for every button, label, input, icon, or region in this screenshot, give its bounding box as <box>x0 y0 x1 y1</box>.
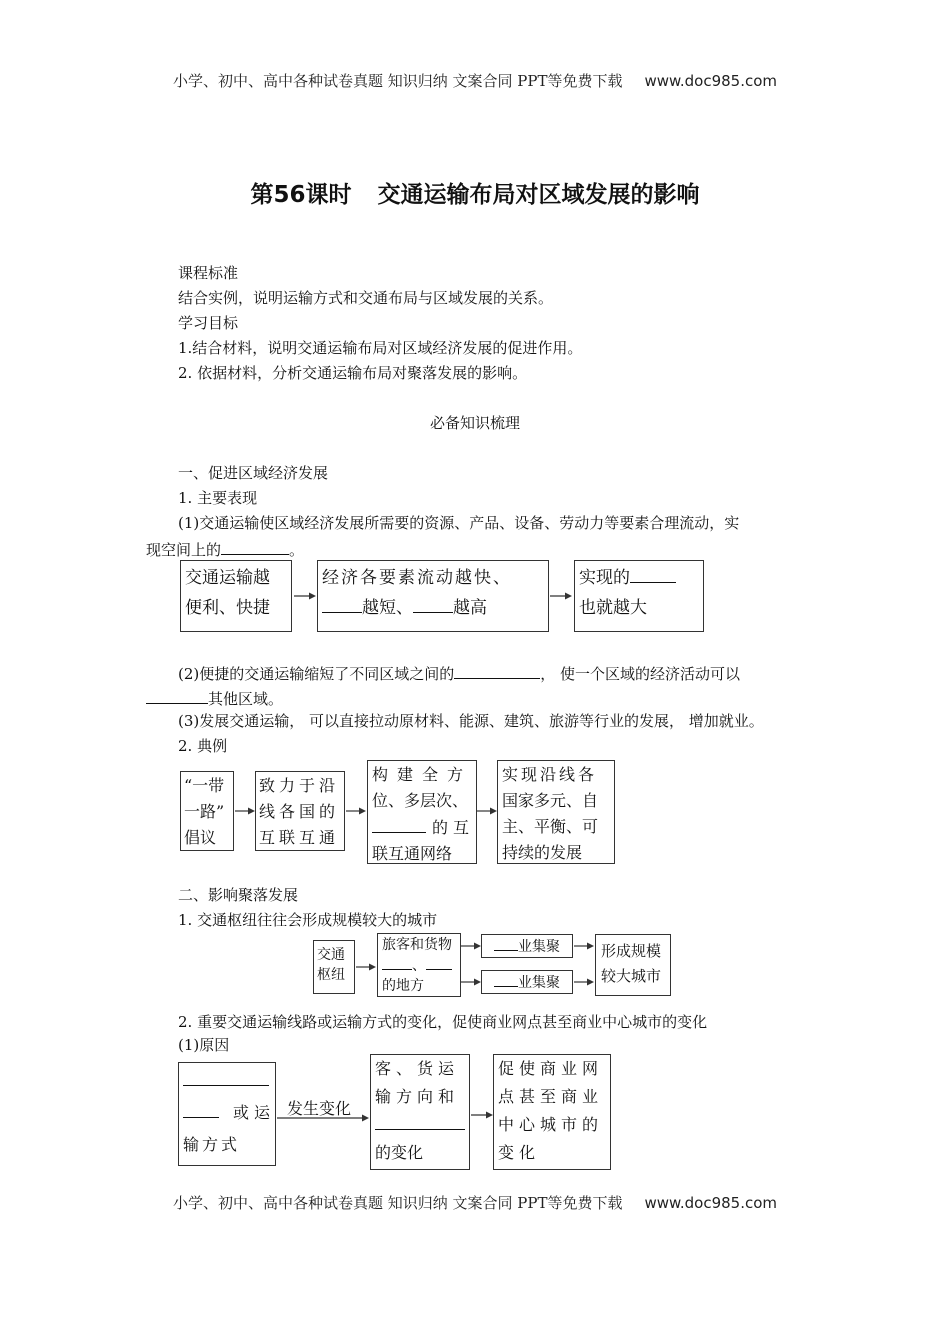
flow3-city-line: 较大城市 <box>601 967 662 985</box>
fill-blank[interactable] <box>375 1111 465 1130</box>
arrow-icon <box>294 591 316 601</box>
flow2-box3-line3 <box>372 814 475 841</box>
flow4-box3-line: 中心城市的 <box>498 1115 604 1134</box>
flow4-box1 <box>178 1062 276 1166</box>
flow3-mid <box>377 933 461 997</box>
fill-blank[interactable] <box>494 972 518 987</box>
flow1-text: 越高 <box>453 598 487 618</box>
flow4-box3 <box>493 1054 611 1170</box>
flow1-box2-line2 <box>322 593 544 623</box>
fill-blank[interactable] <box>183 1067 269 1086</box>
fill-blank[interactable] <box>413 594 453 613</box>
page-footer <box>0 1192 950 1213</box>
p1b-post: 。 <box>289 541 305 559</box>
part1-p3: (3)发展交通运输， 可以直接拉动原材料、能源、建筑、旅游等行业的发展， 增加就业。 <box>178 712 764 730</box>
standard-text: 结合实例，说明运输方式和交通布局与区域发展的关系。 <box>178 289 554 307</box>
flow3-text: 业集聚 <box>518 939 560 955</box>
flow3-city <box>595 934 671 996</box>
part1-p2a <box>178 660 740 685</box>
part1-p1a: (1)交通运输使区域经济发展所需要的资源、产品、设备、劳动力等要素合理流动，实 <box>178 514 740 532</box>
part1-sub1: 1. 主要表现 <box>178 489 258 507</box>
flow4-box3-line: 变化 <box>498 1143 541 1162</box>
flow3-city-line: 形成规模 <box>601 942 662 960</box>
arrow-icon <box>356 962 376 972</box>
flow4-box2 <box>370 1054 470 1170</box>
flow4-box3-line: 促使商业网 <box>498 1059 604 1078</box>
part1-p1b <box>146 536 304 561</box>
fill-blank[interactable] <box>183 1099 219 1118</box>
flow2-box2 <box>255 771 345 851</box>
footer-site: www.doc985.com <box>644 1194 778 1212</box>
flow2-box2-line: 互联互通 <box>259 828 340 847</box>
flow2-box1-line: 倡议 <box>184 828 217 847</box>
flow3-industry1 <box>481 934 573 958</box>
flow1-box1-line: 交通运输越 <box>185 568 270 588</box>
arrow-icon <box>574 977 594 987</box>
flow4-box1-line1 <box>183 1065 271 1097</box>
arrow-icon <box>477 806 497 816</box>
flow4-box1-line3: 输方式 <box>183 1135 241 1154</box>
fill-blank[interactable] <box>426 955 452 970</box>
flow1-box3 <box>574 560 704 632</box>
goals-heading: 学习目标 <box>178 314 239 332</box>
flow2-box3 <box>367 760 477 864</box>
flow4-box2-line: 输方向和 <box>375 1087 460 1106</box>
part2-sub1: 1. 交通枢纽往往会形成规模较大的城市 <box>178 911 438 929</box>
flow2-box4-line: 国家多元、自 <box>502 791 599 810</box>
arrow-icon <box>235 806 255 816</box>
part2-sub2: 2. 重要交通运输线路或运输方式的变化，促使商业网点甚至商业中心城市的变化 <box>178 1013 708 1031</box>
flow3-hub <box>313 940 355 994</box>
flow2-box2-line: 线各国的 <box>259 802 340 821</box>
flow2-box4-line: 实现沿线各 <box>502 765 598 784</box>
part1-sub2: 2. 典例 <box>178 737 228 755</box>
arrow-icon <box>461 977 481 987</box>
flow3-text: 业集聚 <box>518 975 560 991</box>
standard-heading: 课程标准 <box>178 264 239 282</box>
flow3-text: 、 <box>412 958 426 974</box>
header-site: www.doc985.com <box>644 72 778 90</box>
part1-heading: 一、促进区域经济发展 <box>178 464 329 482</box>
flow1-text: 实现的 <box>579 568 630 588</box>
arrow-icon <box>574 941 594 951</box>
flow2-box4-line: 持续的发展 <box>502 843 583 862</box>
flow4-text: 或运 <box>233 1103 276 1122</box>
flow2-box1-line: 一路” <box>184 802 225 821</box>
goal-item: 2. 依据材料，分析交通运输布局对聚落发展的影响。 <box>178 364 528 382</box>
flow1-box1 <box>180 560 292 632</box>
flow2-box4 <box>497 760 615 864</box>
page-title <box>0 176 950 209</box>
title-part1: 第56课时 <box>250 182 352 208</box>
arrow-icon <box>550 591 572 601</box>
p2a-post: ， 使一个区域的经济活动可以 <box>540 665 741 683</box>
flow1-box1-line: 便利、快捷 <box>185 598 270 618</box>
arrow-icon <box>471 1110 493 1120</box>
flow3-mid-line2 <box>382 955 456 976</box>
flow3-hub-line: 交通 <box>317 947 345 963</box>
fill-blank[interactable] <box>454 660 540 679</box>
p1b-pre: 现空间上的 <box>146 541 222 559</box>
p2a-pre: (2)便捷的交通运输缩短了不同区域之间的 <box>178 665 455 683</box>
footer-text: 小学、初中、高中各种试卷真题 知识归纳 文案合同 PPT等免费下载 <box>172 1194 623 1212</box>
arrow-icon <box>346 806 366 816</box>
p2b-text: 其他区域。 <box>208 690 284 708</box>
flow2-text: 的互 <box>432 818 475 837</box>
section-title: 必备知识梳理 <box>429 414 520 432</box>
flow1-box2-line: 经济各要素流动越快、 <box>322 568 512 588</box>
flow1-box3-line1 <box>579 563 699 593</box>
flow1-box2 <box>317 560 549 632</box>
title-part2: 交通运输布局对区域发展的影响 <box>377 182 700 208</box>
flow1-box3-line2: 也就越大 <box>579 598 647 618</box>
flow4-box2-line3 <box>375 1111 465 1139</box>
part2-cause: (1)原因 <box>178 1036 230 1054</box>
flow4-box2-line: 的变化 <box>375 1143 424 1162</box>
flow3-mid-line: 的地方 <box>382 978 424 994</box>
flow2-box4-line: 主、平衡、可 <box>502 817 599 836</box>
fill-blank[interactable] <box>221 536 289 555</box>
fill-blank[interactable] <box>372 814 426 833</box>
flow3-mid-line: 旅客和货物 <box>382 937 452 953</box>
goal-item: 1.结合材料，说明交通运输布局对区域经济发展的促进作用。 <box>178 339 583 357</box>
page-header <box>0 70 950 91</box>
arrow-icon <box>461 941 481 951</box>
flow2-box3-line: 联互通网络 <box>372 844 453 863</box>
fill-blank[interactable] <box>494 936 518 951</box>
header-text: 小学、初中、高中各种试卷真题 知识归纳 文案合同 PPT等免费下载 <box>172 72 623 90</box>
fill-blank[interactable] <box>146 685 208 704</box>
flow4-box3-line: 点甚至商业 <box>498 1087 604 1106</box>
part2-heading: 二、影响聚落发展 <box>178 886 299 904</box>
arrow-icon <box>277 1113 369 1123</box>
fill-blank[interactable] <box>630 564 676 583</box>
fill-blank[interactable] <box>322 594 362 613</box>
flow3-hub-line: 枢纽 <box>317 967 345 983</box>
flow2-box3-line: 位、多层次、 <box>372 791 469 810</box>
flow1-text: 越短、 <box>362 598 413 618</box>
flow3-industry2 <box>481 970 573 994</box>
flow2-box1-line: “一带 <box>184 776 225 795</box>
flow4-arrow-label: 发生变化 <box>287 1099 352 1118</box>
flow2-box2-line: 致力于沿 <box>259 776 340 795</box>
flow4-box2-line: 客、货运 <box>375 1059 460 1078</box>
fill-blank[interactable] <box>382 955 412 970</box>
flow2-box3-line: 构建全方 <box>372 765 473 784</box>
part1-p2b <box>146 685 283 710</box>
flow4-box1-line2 <box>183 1097 276 1129</box>
flow2-box1 <box>180 771 234 851</box>
